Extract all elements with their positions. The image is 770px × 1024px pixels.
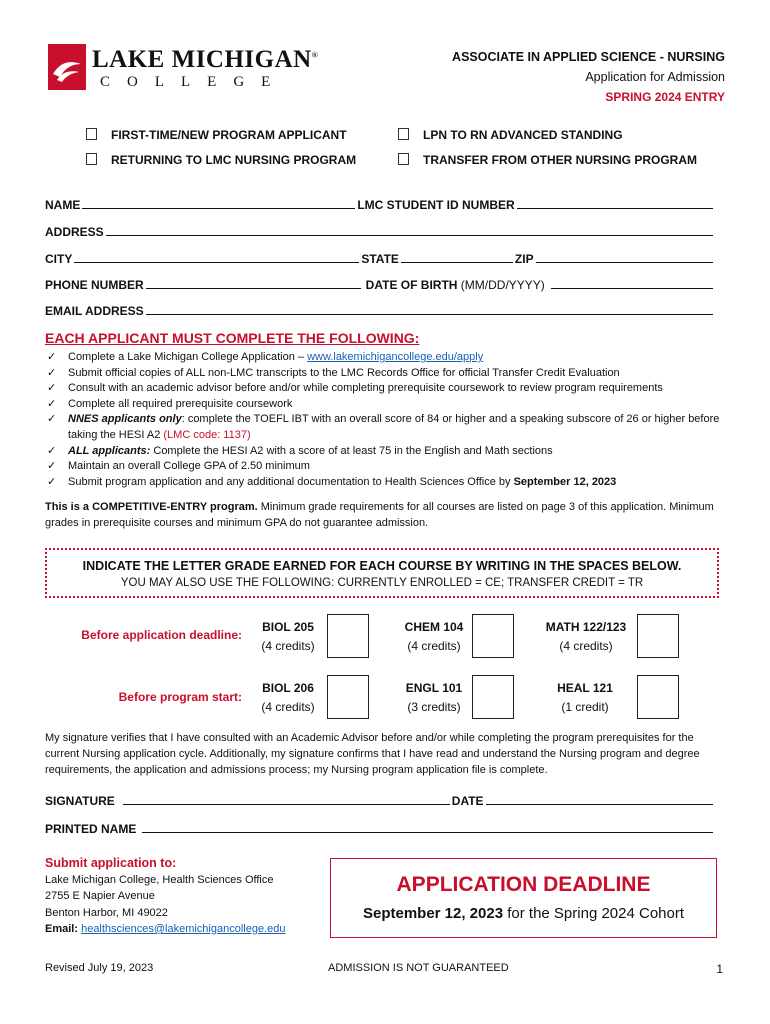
phone-label: PHONE NUMBER [45,278,144,292]
checkmark-icon: ✓ [47,460,57,473]
address-field[interactable] [106,235,713,236]
requirement-item: ✓ NNES applicants only: complete the TOEFL IBT with an overall score of 84 or higher and a speaking subscore of 26 or higher before taking the HESI A2 (LMC code: 1137) [47,413,720,441]
zip-field[interactable] [536,262,713,263]
signature-label: SIGNATURE [45,794,115,808]
checkmark-icon: ✓ [47,444,57,457]
requirement-item: ✓ Submit program application and any additional documentation to Health Sciences Office by September 12, 2023 [45,475,725,491]
grade-box-biol-205[interactable] [327,614,369,658]
grade-box-chem-104[interactable] [472,614,514,658]
apply-link[interactable]: www.lakemichigancollege.edu/apply [307,351,484,363]
grade-instructions-line2: YOU MAY ALSO USE THE FOLLOWING: CURRENTLY ENROLLED = CE; TRANSFER CREDIT = TR [120,577,644,589]
form-subtitle: Application for Admission [585,70,725,84]
submit-line1: Lake Michigan College, Health Sciences Office [45,873,274,886]
requirement-item: ✓ Maintain an overall College GPA of 2.50 minimum [45,459,725,475]
course-chem-104: CHEM 104 (4 credits) [404,620,464,653]
grade-instructions-line1: INDICATE THE LETTER GRADE EARNED FOR EACH COURSE BY WRITING IN THE SPACES BELOW. [82,559,682,573]
applicant-type-transfer[interactable] [398,153,697,167]
applicant-type-label: LPN TO RN ADVANCED STANDING [423,128,623,142]
entry-term: SPRING 2024 ENTRY [605,90,725,104]
application-deadline-box [330,858,717,938]
checkmark-icon: ✓ [47,397,57,410]
grade-box-engl-101[interactable] [472,675,514,719]
email-label: EMAIL ADDRESS [45,304,144,318]
dob-format: (MM/DD/YYYY) [460,278,545,292]
email-row [45,302,715,318]
address-row [45,223,715,239]
zip-label: ZIP [514,252,534,266]
state-label: STATE [361,252,399,266]
course-heal-121: HEAL 121 (1 credit) [557,681,613,714]
deadline-title: APPLICATION DEADLINE [396,873,651,896]
name-field[interactable] [82,208,355,209]
email-prefix: Email: [45,923,79,935]
state-field[interactable] [401,262,513,263]
logo-registered: ® [311,50,319,60]
signature-field[interactable] [123,804,450,805]
student-id-field[interactable] [517,208,713,209]
email-field[interactable] [146,314,713,315]
logo-line1: LAKE MICHIGAN [92,46,312,73]
checkmark-icon: ✓ [47,413,57,426]
requirement-item: ✓ Complete a Lake Michigan College Application – www.lakemichigancollege.edu/apply [45,350,725,366]
grade-box-math-122[interactable] [637,614,679,658]
requirements-heading: EACH APPLICANT MUST COMPLETE THE FOLLOWING: [45,330,420,346]
requirement-item: ✓ ALL applicants: Complete the HESI A2 with a score of at least 75 in the English and Math sections [45,444,725,460]
checkmark-icon: ✓ [47,475,57,488]
dob-field[interactable] [551,288,713,289]
grade-instructions-box [45,548,719,598]
requirement-item: ✓ Complete all required prerequisite coursework [45,397,725,413]
applicant-type-label: FIRST-TIME/NEW PROGRAM APPLICANT [111,128,347,142]
student-id-label: LMC STUDENT ID NUMBER [357,198,515,212]
printed-name-row [45,820,715,836]
submit-info [45,855,285,938]
requirements-list [45,350,725,490]
deadline-text: September 12, 2023 for the Spring 2024 Cohort [362,905,685,922]
checkbox[interactable] [398,128,409,140]
signature-statement: My signature verifies that I have consulted with an Academic Advisor before and/or while completing the program prerequisites for the current Nursing application cycle. Additionally, my signature confirms that I have read and understand the Nursing program and degree requirements, the application and admissions process; my Nursing program application file is complete. [45,732,700,776]
checkmark-icon: ✓ [47,366,57,379]
checkbox[interactable] [86,128,97,140]
name-row [45,196,715,212]
address-label: ADDRESS [45,225,104,239]
requirement-item: ✓ Submit official copies of ALL non-LMC transcripts to the LMC Records Office for official Transfer Credit Evaluation [45,366,725,382]
phone-field[interactable] [146,288,361,289]
page-number: 1 [716,962,723,976]
logo-mark-icon [48,44,86,90]
grade-box-heal-121[interactable] [637,675,679,719]
requirement-item: ✓ Consult with an academic advisor before and/or while completing prerequisite coursework to review program requirements [45,381,725,397]
course-engl-101: ENGL 101 (3 credits) [405,681,463,714]
course-biol-206: BIOL 206 (4 credits) [261,681,315,714]
logo-line2: COLLEGE [100,74,288,90]
row-label-before-start: Before program start: [118,690,242,704]
admission-notice: ADMISSION IS NOT GUARANTEED [328,962,509,974]
checkmark-icon: ✓ [47,351,57,363]
revised-date: Revised July 19, 2023 [45,962,154,974]
submit-title: Submit application to: [45,856,177,870]
checkbox[interactable] [86,153,97,165]
phone-row [45,276,715,292]
applicant-type-first-time[interactable] [86,128,347,142]
submit-line2: 2755 E Napier Avenue [45,890,155,902]
city-field[interactable] [74,262,359,263]
applicant-type-returning[interactable] [86,153,356,167]
competitive-entry-note: This is a COMPETITIVE-ENTRY program. Minimum grade requirements for all courses are listed on page 3 of this application. Minimum grades in prerequisite courses and minimum GPA do not guarantee admission. [45,501,714,529]
date-label: DATE [451,794,484,808]
checkmark-icon: ✓ [47,382,57,395]
course-biol-205: BIOL 205 (4 credits) [261,620,315,653]
form-title: ASSOCIATE IN APPLIED SCIENCE - NURSING [452,50,725,64]
course-math-122-123: MATH 122/123 (4 credits) [545,620,627,653]
checkbox[interactable] [398,153,409,165]
row-label-before-deadline: Before application deadline: [81,628,242,642]
printed-name-label: PRINTED NAME [45,822,137,836]
submit-line3: Benton Harbor, MI 49022 [45,906,168,919]
city-label: CITY [45,252,73,266]
city-row [45,250,715,266]
grade-box-biol-206[interactable] [327,675,369,719]
dob-label: DATE OF BIRTH [365,278,458,292]
health-sciences-email-link[interactable]: healthsciences@lakemichigancollege.edu [81,923,286,935]
name-label: NAME [45,198,81,212]
signature-row [45,792,715,808]
applicant-type-lpn-to-rn[interactable] [398,128,623,142]
printed-name-field[interactable] [142,832,713,833]
date-field[interactable] [486,804,713,805]
applicant-type-label: RETURNING TO LMC NURSING PROGRAM [111,153,357,167]
college-logo [48,44,319,94]
applicant-type-label: TRANSFER FROM OTHER NURSING PROGRAM [423,153,697,167]
